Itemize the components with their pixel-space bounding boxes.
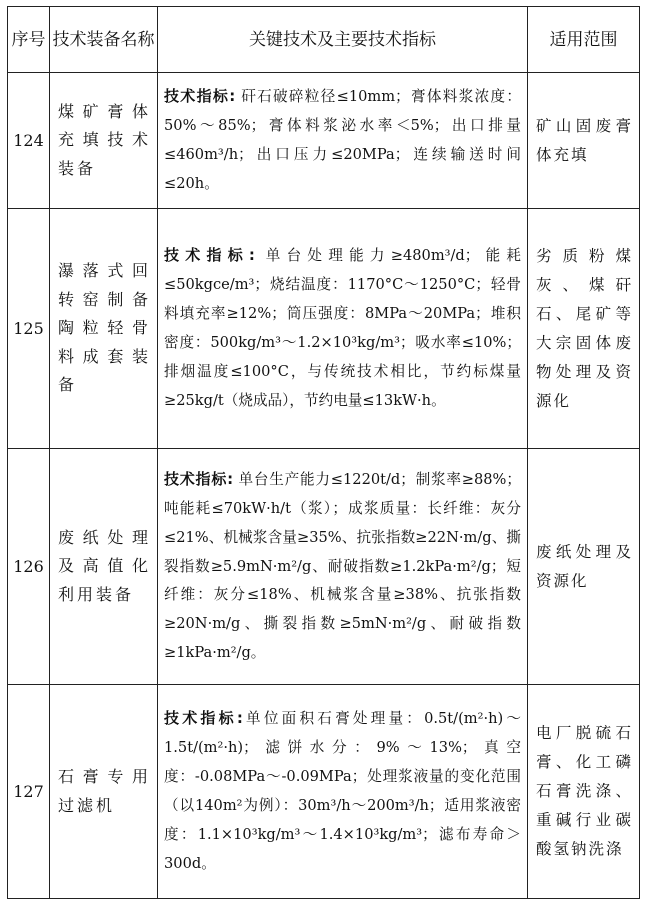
table-row — [8, 449, 640, 685]
equipment-name: 瀑落式回转窑制备陶粒轻骨料成套装备 — [50, 209, 158, 449]
spec-text: 矸石破碎粒径≤10mm；膏体料浆浓度：50%～85%；膏体料浆泌水率＜5%；出口排量≤460m³/h；出口压力≤20MPa；连续输送时间≤20h。 — [164, 88, 522, 192]
scope-cell: 矿山固废膏体充填 — [528, 73, 640, 209]
table-row — [8, 209, 640, 449]
table-header-row — [8, 7, 640, 73]
header-scope: 适用范围 — [528, 7, 640, 73]
spec-label: 技术指标: — [164, 87, 236, 106]
equipment-name: 废纸处理及高值化利用装备 — [50, 449, 158, 685]
table-row — [8, 685, 640, 899]
spec-label: 技术指标: — [164, 469, 234, 488]
spec-cell — [158, 209, 528, 449]
row-number: 126 — [8, 449, 50, 685]
header-name: 技术装备名称 — [50, 7, 158, 73]
header-no: 序号 — [8, 7, 50, 73]
spec-text: 单台处理能力≥480m³/d；能耗≤50kgce/m³；烧结温度：1170°C～1250°C；轻骨料填充率≥12%；筒压强度：8MPa～20MPa；堆积密度：500kg/m³～1.2×10³kg/m³；吸水率≤10%；排烟温度≤100°C，与传统技术相比，节约标煤量≥25kg/t（烧成品），节约电量≤13kW·h。 — [164, 247, 522, 409]
row-number: 124 — [8, 73, 50, 209]
row-number: 125 — [8, 209, 50, 449]
spec-cell — [158, 685, 528, 899]
spec-cell — [158, 449, 528, 685]
table-row — [8, 73, 640, 209]
scope-cell: 劣质粉煤灰、煤矸石、尾矿等大宗固体废物处理及资源化 — [528, 209, 640, 449]
header-spec: 关键技术及主要技术指标 — [158, 7, 528, 73]
scope-cell: 废纸处理及资源化 — [528, 449, 640, 685]
spec-text: 单位面积石膏处理量：0.5t/(m²·h)～1.5t/(m²·h)；滤饼水分：9%～13%；真空度：-0.08MPa～-0.09MPa；处理浆液量的变化范围（以140m²为例）：30m³/h～200m³/h；适用浆液密度：1.1×10³kg/m³～1.4×10³kg/m³；滤布寿命＞300d。 — [164, 710, 521, 872]
equipment-name: 石膏专用过滤机 — [50, 685, 158, 899]
row-number: 127 — [8, 685, 50, 899]
spec-text: 单台生产能力≤1220t/d；制浆率≥88%；吨能耗≤70kW·h/t（浆）；成浆质量：长纤维：灰分≤21%、机械浆含量≥35%、抗张指数≥22N·m/g、撕裂指数≥5.9mN·m²/g、耐破指数≥1.2kPa·m²/g；短纤维：灰分≤18%、机械浆含量≥38%、抗张指数≥20N·m/g、撕裂指数≥5mN·m²/g、耐破指数≥1kPa·m²/g。 — [164, 470, 522, 662]
spec-cell — [158, 73, 528, 209]
spec-label: 技术指标: — [164, 709, 243, 728]
equipment-name: 煤矿膏体充填技术装备 — [50, 73, 158, 209]
scope-cell: 电厂脱硫石膏、化工磷石膏洗涤、重碱行业碳酸氢钠洗涤 — [528, 685, 640, 899]
equipment-table — [7, 6, 640, 899]
spec-label: 技术指标: — [164, 246, 255, 265]
